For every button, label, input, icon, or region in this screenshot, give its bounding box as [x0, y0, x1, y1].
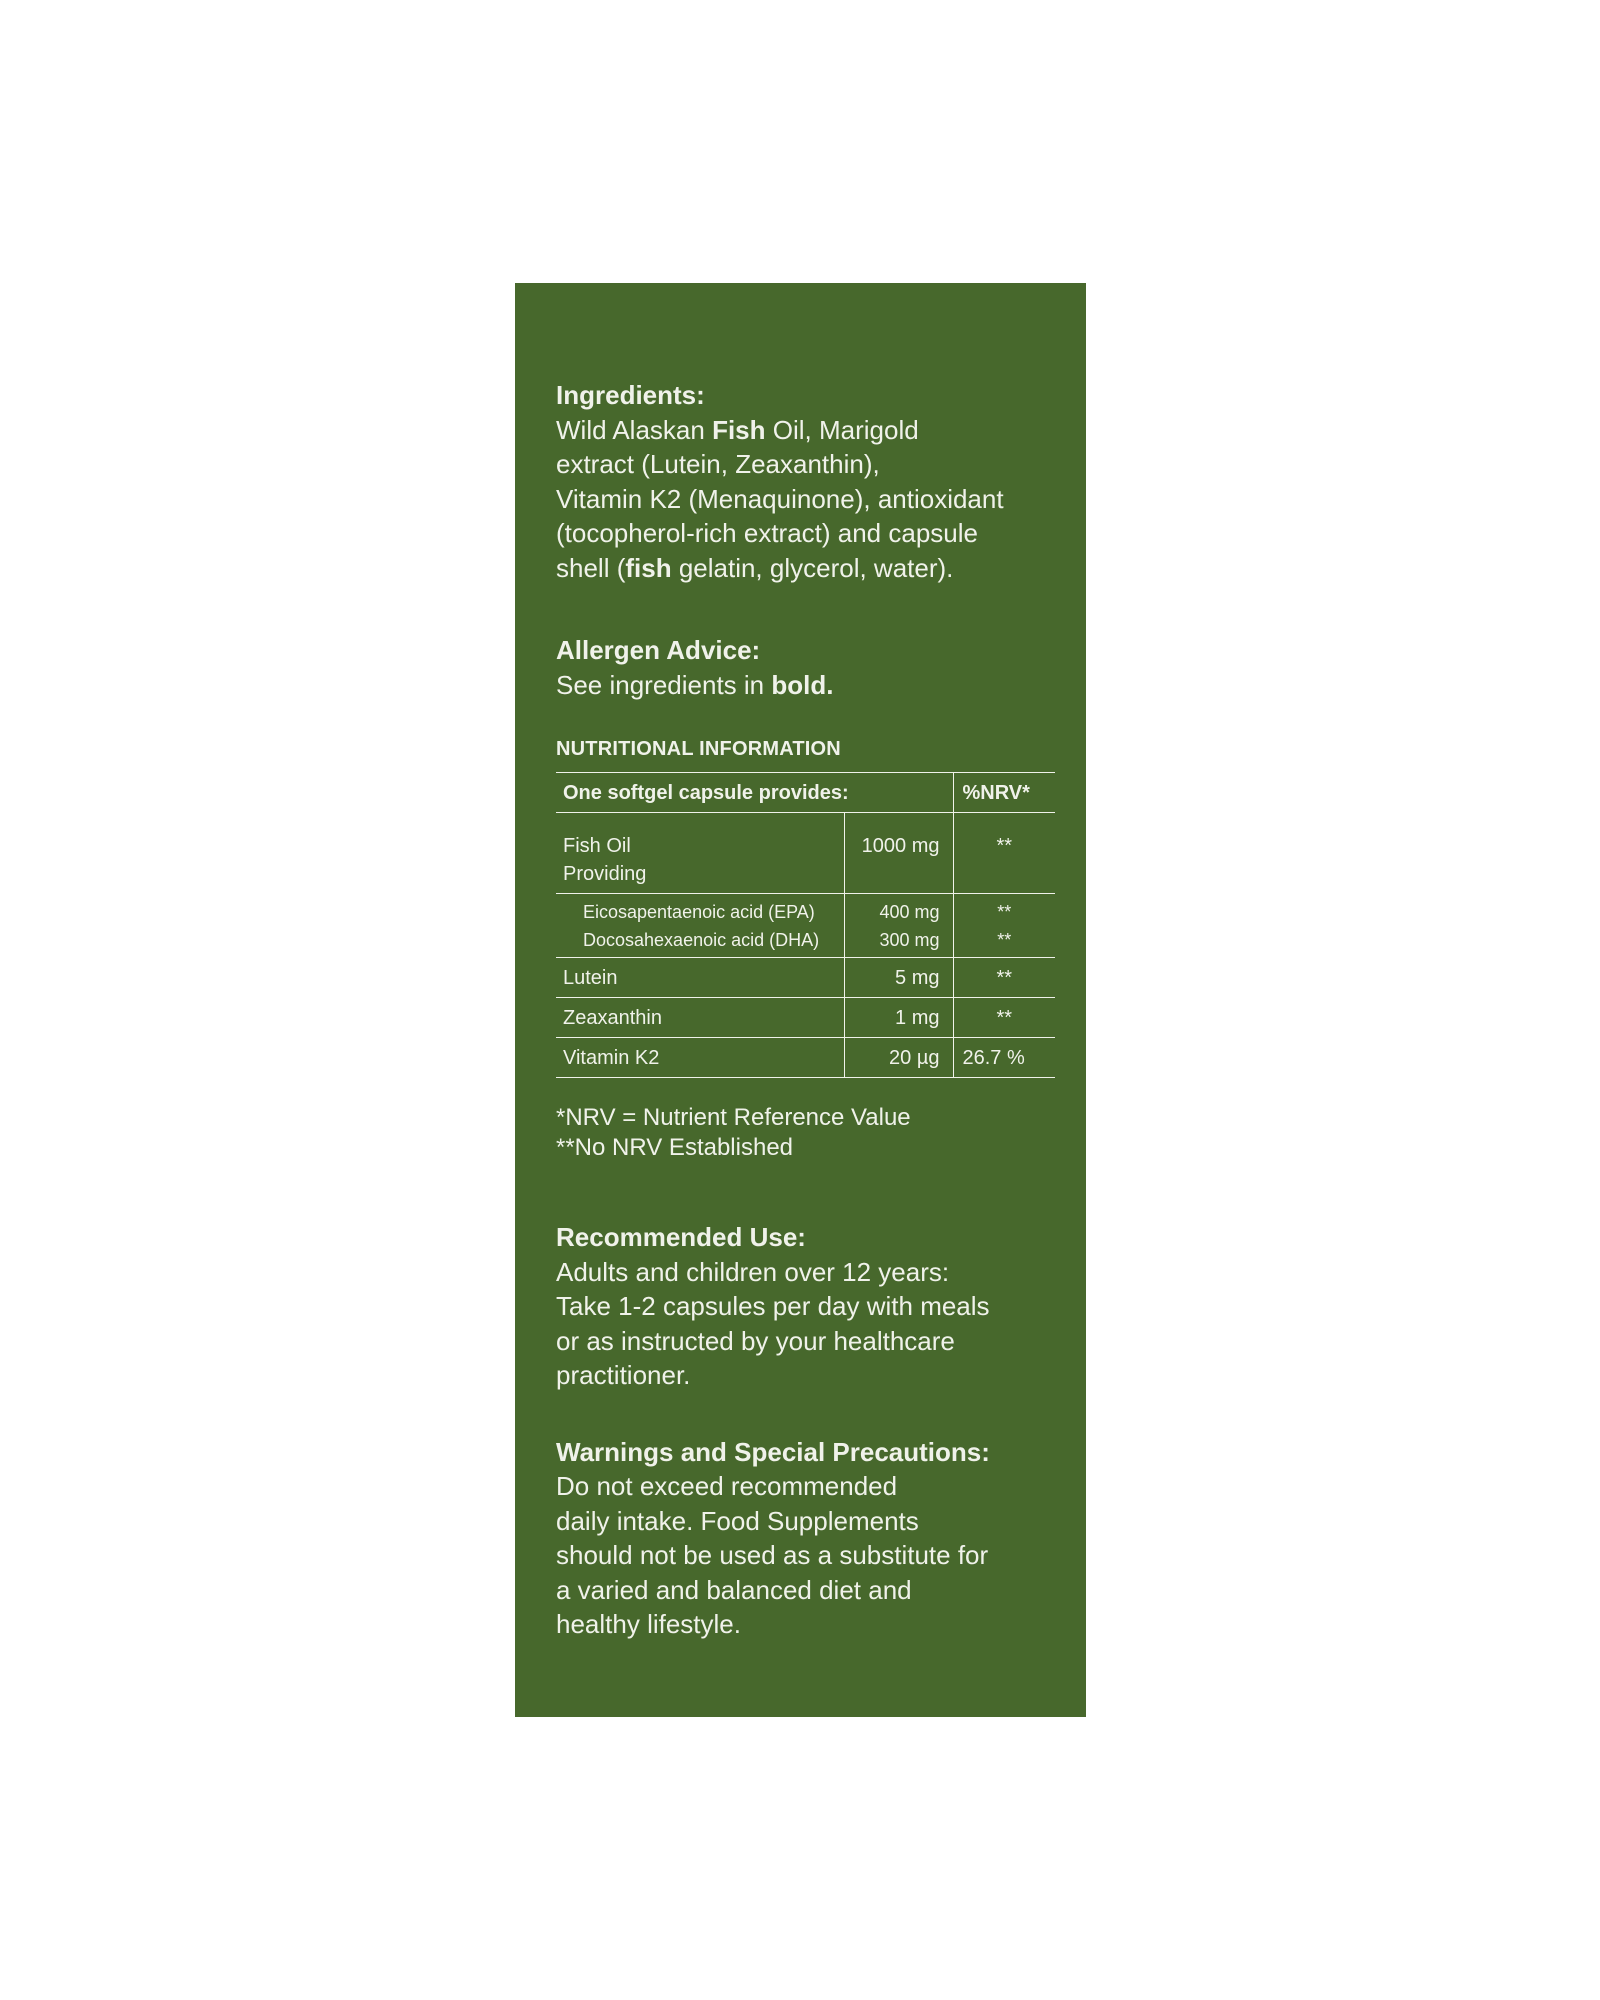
- lutein-nrv-cell: **: [953, 958, 1056, 997]
- ingredients-text: [556, 413, 1056, 586]
- ingredients-line2: extract (Lutein, Zeaxanthin),: [556, 449, 880, 479]
- allergen-line-bold: bold.: [771, 669, 834, 700]
- vitamin-k2-name-cell: Vitamin K2: [563, 1046, 660, 1069]
- recommended-line1: Adults and children over 12 years:: [556, 1256, 950, 1287]
- nutrition-title: NUTRITIONAL INFORMATION: [556, 738, 841, 760]
- header-provides-cell: One softgel capsule provides:: [563, 781, 849, 804]
- ingredients-section: [556, 378, 1056, 585]
- nrv-footnotes: [556, 1103, 1056, 1162]
- warnings-line1: Do not exceed recommended: [556, 1471, 898, 1501]
- ingredients-line5-bold: fish: [625, 552, 672, 583]
- fish-oil-amount-cell: 1000 mg: [844, 813, 953, 893]
- ingredients-line1-c: Oil, Marigold: [765, 414, 919, 445]
- vitamin-k2-nrv-cell: 26.7 %: [953, 1038, 1056, 1077]
- warnings-section: [556, 1435, 1056, 1642]
- warnings-text: [556, 1469, 1056, 1642]
- allergen-line-a: See ingredients in: [556, 669, 772, 700]
- warnings-line3: should not be used as a substitute for: [556, 1540, 989, 1570]
- ingredients-line3: Vitamin K2 (Menaquinone), antioxidant: [556, 483, 1004, 514]
- ingredients-line1-a: Wild Alaskan: [556, 414, 713, 445]
- zeaxanthin-nrv-cell: **: [953, 998, 1056, 1037]
- table-row-zeaxanthin: [556, 998, 1055, 1038]
- ingredients-line1-bold: Fish: [712, 414, 766, 445]
- epa-dha-nrv-cell: [953, 894, 1056, 957]
- allergen-text: [556, 668, 1056, 703]
- epa-name: Eicosapentaenoic acid (EPA): [583, 902, 815, 922]
- epa-dha-amount-cell: [844, 894, 953, 957]
- table-row-fish-oil: [556, 813, 1055, 894]
- ingredients-line5-a: shell (: [556, 552, 626, 583]
- fish-oil-name-cell: [556, 813, 844, 893]
- table-row-vitamin-k2: [556, 1038, 1055, 1078]
- vitamin-k2-amount-cell: 20 µg: [844, 1038, 953, 1077]
- epa-dha-name-cell: [556, 894, 844, 957]
- allergen-section: [556, 633, 1056, 702]
- ingredients-line5-c: gelatin, glycerol, water).: [671, 552, 954, 583]
- lutein-amount-cell: 5 mg: [844, 958, 953, 997]
- nrv-footnote-2: **No NRV Established: [556, 1133, 794, 1161]
- table-row-epa-dha: [556, 894, 1055, 958]
- nrv-footnote-1: *NRV = Nutrient Reference Value: [556, 1104, 911, 1131]
- dha-name: Docosahexaenoic acid (DHA): [583, 930, 820, 950]
- zeaxanthin-name-cell: Zeaxanthin: [563, 1006, 662, 1029]
- allergen-heading: Allergen Advice:: [556, 635, 761, 665]
- lutein-name-cell: Lutein: [563, 966, 618, 989]
- warnings-line5: healthy lifestyle.: [556, 1609, 741, 1639]
- ingredients-line4: (tocopherol-rich extract) and capsule: [556, 518, 978, 548]
- supplement-label-panel: [515, 283, 1086, 1717]
- warnings-line2: daily intake. Food Supplements: [556, 1505, 919, 1536]
- fish-oil-name-line1: Fish Oil: [563, 835, 631, 857]
- header-nrv-cell: %NRV*: [953, 773, 1056, 812]
- dha-nrv: **: [997, 930, 1012, 950]
- recommended-line4: practitioner.: [556, 1360, 691, 1390]
- nutrition-table: [556, 772, 1055, 1078]
- table-row-lutein: [556, 958, 1055, 998]
- recommended-use-text: [556, 1255, 1056, 1393]
- dha-amount: 300 mg: [879, 930, 940, 950]
- fish-oil-name-line2: Providing: [563, 863, 647, 885]
- warnings-line4: a varied and balanced diet and: [556, 1574, 912, 1605]
- warnings-heading: Warnings and Special Precautions:: [556, 1436, 990, 1467]
- recommended-use-section: [556, 1220, 1056, 1393]
- zeaxanthin-amount-cell: 1 mg: [844, 998, 953, 1037]
- recommended-line2: Take 1-2 capsules per day with meals: [556, 1291, 990, 1321]
- fish-oil-nrv-cell: **: [953, 813, 1056, 893]
- ingredients-heading: Ingredients:: [556, 380, 705, 410]
- recommended-use-heading: Recommended Use:: [556, 1222, 806, 1252]
- epa-amount: 400 mg: [879, 902, 940, 922]
- recommended-line3: or as instructed by your healthcare: [556, 1325, 955, 1356]
- epa-nrv: **: [997, 902, 1012, 922]
- table-header-row: [556, 773, 1055, 813]
